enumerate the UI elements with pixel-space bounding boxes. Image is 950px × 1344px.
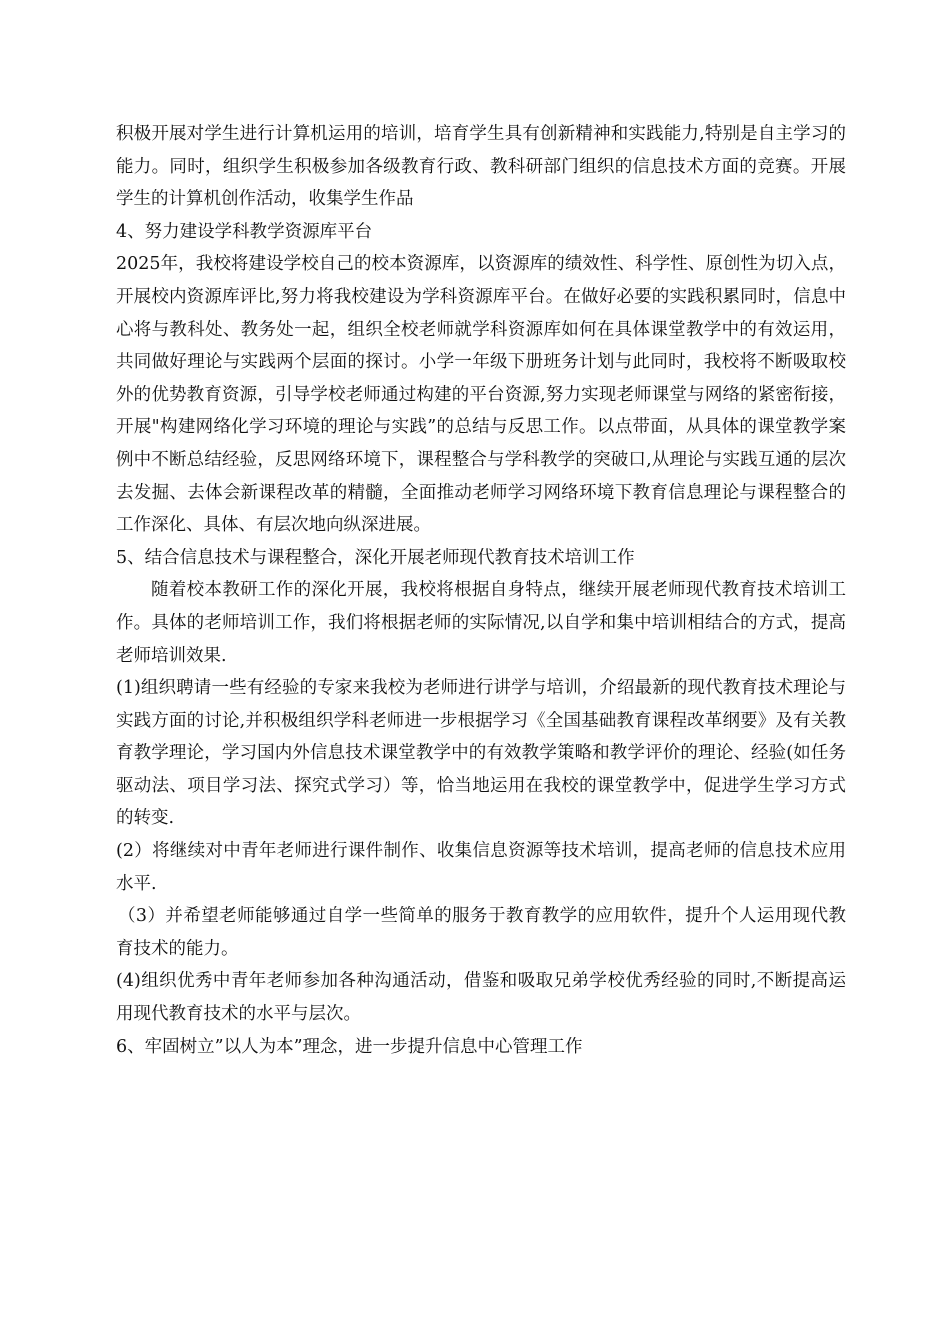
document-body — [116, 118, 846, 1063]
paragraph-teacher-training: 随着校本教研工作的深化开展，我校将根据自身特点，继续开展老师现代教育技术培训工作。具体的老师培训工作，我们将根据老师的实际情况,以自学和集中培训相结合的方式，提高老师培训效果. — [116, 580, 846, 666]
paragraph-student-training: 积极开展对学生进行计算机运用的培训，培育学生具有创新精神和实践能力,特别是自主学习的能力。同时，组织学生积极参加各级教育行政、教科研部门组织的信息技术方面的竞赛。开展学生的计算机创作活动，收集学生作品 — [116, 124, 846, 210]
section-heading-4: 4、努力建设学科教学资源库平台 — [116, 221, 373, 242]
section-heading-6: 6、牢固树立”以人为本”理念，进一步提升信息中心管理工作 — [116, 1036, 583, 1057]
list-item-1: (1)组织聘请一些有经验的专家来我校为老师进行讲学与培训，介绍最新的现代教育技术理论与实践方面的讨论,并积极组织学科老师进一步根据学习《全国基础教育课程改革纲要》及有关教育教学理论，学习国内外信息技术课堂教学中的有效教学策略和教学评价的理论、经验(如任务驱动法、项目学习法、探究式学习）等，恰当地运用在我校的课堂教学中，促进学生学习方式的转变. — [116, 678, 846, 829]
paragraph-resource-library: 2025年，我校将建设学校自己的校本资源库，以资源库的绩效性、科学性、原创性为切入点，开展校内资源库评比,努力将我校建设为学科资源库平台。在做好必要的实践积累同时，信息中心将与教科处、教务处一起，组织全校老师就学科资源库如何在具体课堂教学中的有效运用，共同做好理论与实践两个层面的探讨。小学一年级下册班务计划与此同时，我校将不断吸取校外的优势教育资源，引导学校老师通过构建的平台资源,努力实现老师课堂与网络的紧密衔接，开展"构建网络化学习环境的理论与实践”的总结与反思工作。以点带面，从具体的课堂教学案例中不断总结经验，反思网络环境下，课程整合与学科教学的突破口,从理论与实践互通的层次去发掘、去体会新课程改革的精髓，全面推动老师学习网络环境下教育信息理论与课程整合的工作深化、具体、有层次地向纵深进展。 — [116, 254, 846, 536]
list-item-2: (2）将继续对中青年老师进行课件制作、收集信息资源等技术培训，提高老师的信息技术应用水平. — [116, 841, 846, 894]
section-heading-5: 5、结合信息技术与课程整合，深化开展老师现代教育技术培训工作 — [116, 547, 635, 568]
list-item-3: （3）并希望老师能够通过自学一些简单的服务于教育教学的应用软件，提升个人运用现代教育技术的能力。 — [116, 906, 846, 959]
list-item-4: (4)组织优秀中青年老师参加各种沟通活动，借鉴和吸取兄弟学校优秀经验的同时,不断提高运用现代教育技术的水平与层次。 — [116, 971, 846, 1025]
